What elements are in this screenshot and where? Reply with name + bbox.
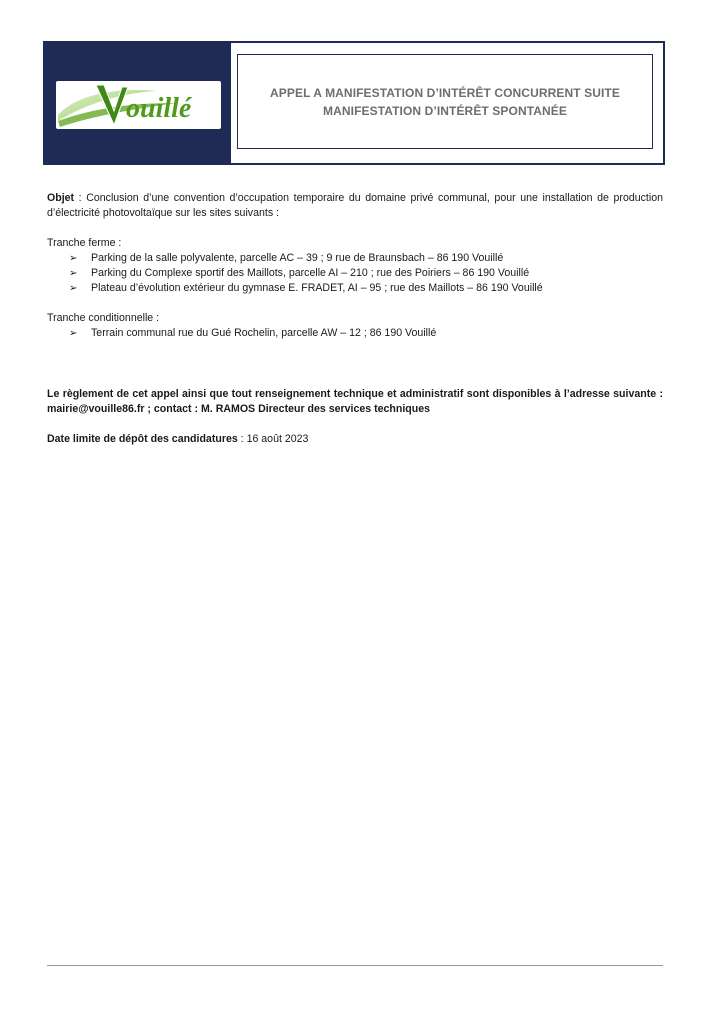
- document-body: [47, 191, 663, 447]
- footer-divider: [47, 965, 663, 966]
- date-limite-value: : 16 août 2023: [237, 433, 309, 445]
- objet-text: : Conclusion d’une convention d’occupation temporaire du domaine privé communal, pour une installation de production d’électricité photovoltaïque sur les sites suivants :: [47, 192, 663, 219]
- vouille-logo: [56, 81, 221, 129]
- arrow-bullet-icon: ➢: [69, 328, 78, 339]
- title-frame: [237, 54, 653, 149]
- logo-panel: [45, 43, 231, 163]
- document-header: [43, 41, 665, 165]
- tranche-conditionnelle-list: [47, 326, 663, 341]
- reglement-paragraph: Le règlement de cet appel ainsi que tout renseignement technique et administratif sont disponibles à l’adresse suivante : mairie@vouille86.fr ; contact : M. RAMOS Directeur des services techniques: [47, 388, 663, 415]
- arrow-bullet-icon: ➢: [69, 253, 78, 264]
- arrow-bullet-icon: ➢: [69, 283, 78, 294]
- list-item: ➢ Parking de la salle polyvalente, parcelle AC – 39 ; 9 rue de Braunsbach – 86 190 Vouillé: [69, 252, 504, 264]
- arrow-bullet-icon: ➢: [69, 268, 78, 279]
- list-item: ➢ Plateau d’évolution extérieur du gymnase E. FRADET, AI – 95 ; rue des Maillots – 86 190 Vouillé: [69, 282, 543, 294]
- tranche-ferme-list: [47, 251, 663, 296]
- title-panel: [231, 43, 663, 163]
- objet-label: Objet: [47, 192, 75, 204]
- logo-wordmark: ouillé: [126, 93, 192, 124]
- tranche-ferme-heading: Tranche ferme :: [47, 237, 122, 249]
- tranche-conditionnelle-heading: Tranche conditionnelle :: [47, 312, 160, 324]
- title-line-2: MANIFESTATION D’INTÉRÊT SPONTANÉE: [323, 103, 567, 118]
- list-item: ➢ Terrain communal rue du Gué Rochelin, parcelle AW – 12 ; 86 190 Vouillé: [69, 327, 437, 339]
- objet-paragraph: [47, 191, 663, 221]
- title-line-1: APPEL A MANIFESTATION D’INTÉRÊT CONCURRENT SUITE: [270, 85, 620, 100]
- list-item: ➢ Parking du Complexe sportif des Maillots, parcelle AI – 210 ; rue des Poiriers – 86 190 Vouillé: [69, 267, 530, 279]
- date-limite-line: [47, 432, 663, 447]
- date-limite-label: Date limite de dépôt des candidatures: [47, 433, 238, 445]
